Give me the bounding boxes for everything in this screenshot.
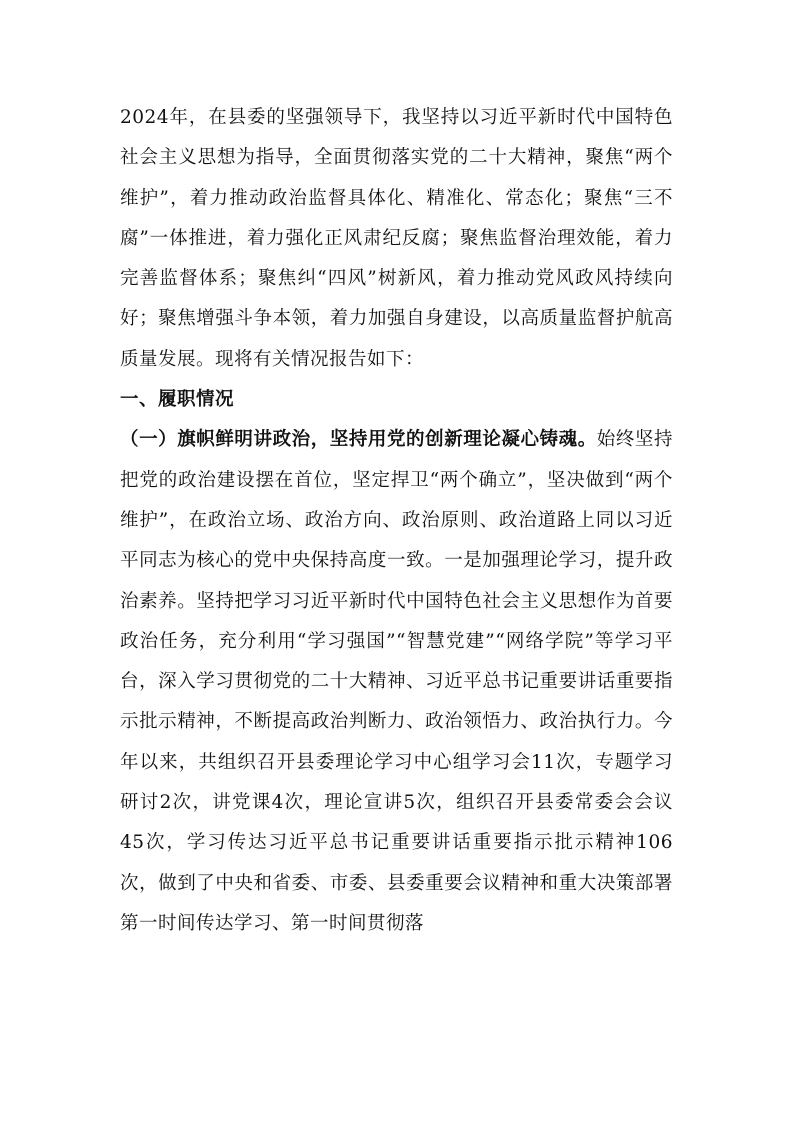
subsection-paragraph <box>120 420 673 944</box>
subsection-lead: （一）旗帜鲜明讲政治，坚持用党的创新理论凝心铸魂。 <box>120 429 597 451</box>
section-heading: 一、履职情况 <box>120 389 235 411</box>
subsection-body: 始终坚持把党的政治建设摆在首位，坚定捍卫“两个确立”，坚决做到“两个维护”，在政治立场、政治方向、政治原则、政治道路上同以习近平同志为核心的党中央保持高度一致。一是加强理论学习，提升政治素养。坚持把学习习近平新时代中国特色社会主义思想作为首要政治任务，充分利用“学习强国”“智慧党建”“网络学院”等学习平台，深入学习贯彻党的二十大精神、习近平总书记重要讲话重要指示批示精神，不断提高政治判断力、政治领悟力、政治执行力。今年以来，共组织召开县委理论学习中心组学习会11次，专题学习研讨2次，讲党课4次，理论宣讲5次，组织召开县委常委会会议45次，学习传达习近平总书记重要讲话重要指示批示精神106次，做到了中央和省委、市委、县委重要会议精神和重大决策部署第一时间传达学习、第一时间贯彻落 <box>120 429 673 934</box>
intro-paragraph: 2024年，在县委的坚强领导下，我坚持以习近平新时代中国特色社会主义思想为指导，全面贯彻落实党的二十大精神，聚焦“两个维护”，着力推动政治监督具体化、精准化、常态化；聚焦“三不腐”一体推进，着力强化正风肃纪反腐；聚焦监督治理效能，着力完善监督体系；聚焦纠“四风”树新风，着力推动党风政风持续向好；聚焦增强斗争本领，着力加强自身建设，以高质量监督护航高质量发展。现将有关情况报告如下： <box>120 107 673 370</box>
document-body <box>120 98 673 944</box>
